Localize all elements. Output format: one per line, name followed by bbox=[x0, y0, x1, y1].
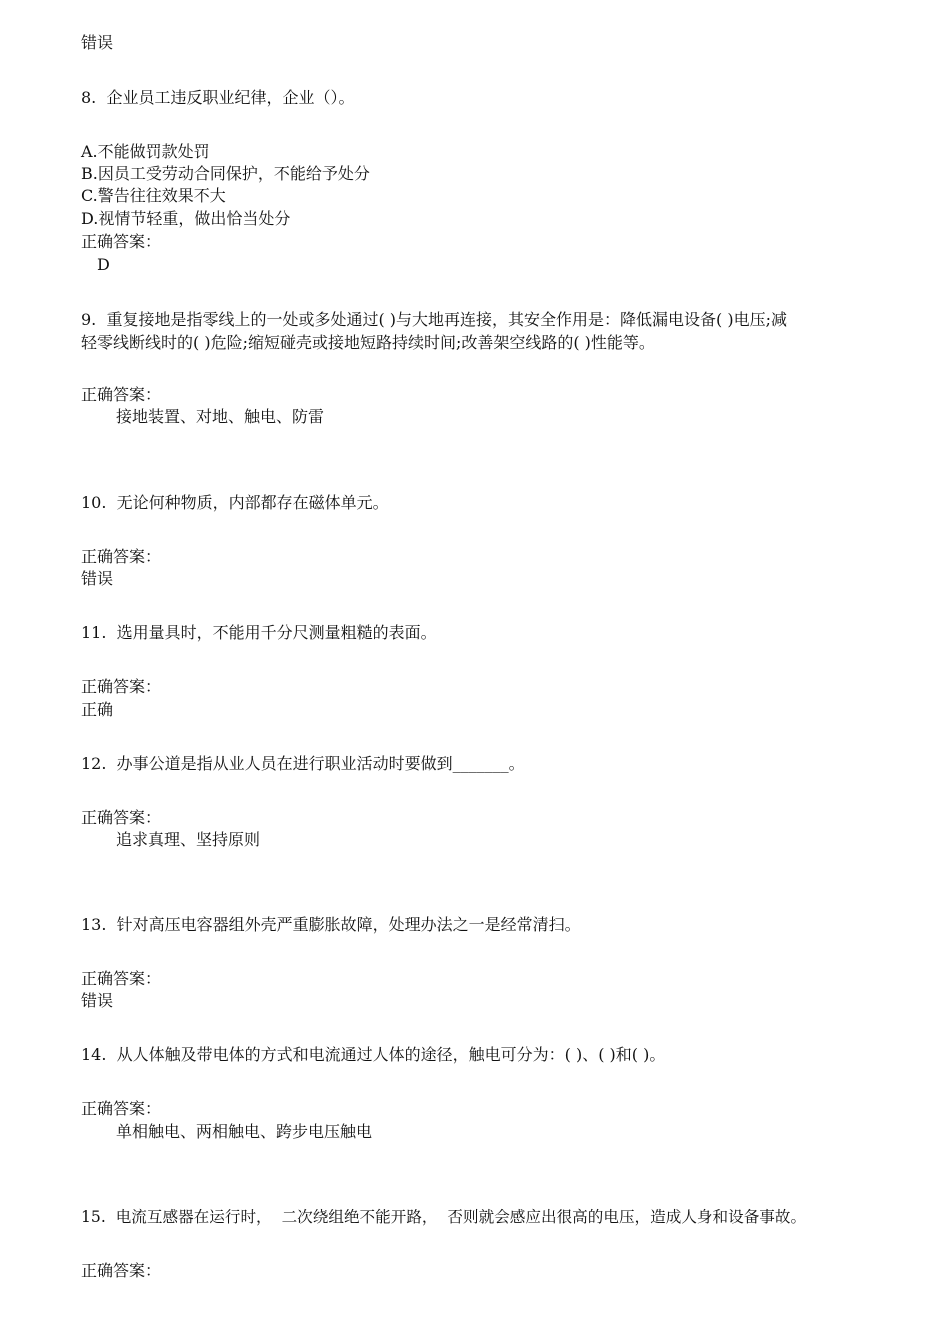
answer-label: 正确答案： bbox=[81, 677, 162, 696]
question-14: 14. 从人体触及带电体的方式和电流通过人体的途径，触电可分为：( )、( )和( )。 bbox=[81, 1045, 666, 1064]
question-9-line-1: 9. 重复接地是指零线上的一处或多处通过( )与大地再连接，其安全作用是：降低漏电设备( )电压;减 bbox=[81, 310, 787, 329]
answer-text: 错误 bbox=[81, 991, 114, 1010]
answer-text: 接地装置、对地、触电、防雷 bbox=[116, 407, 325, 426]
option-a: A.不能做罚款处罚 bbox=[81, 142, 210, 161]
answer-text: D bbox=[97, 255, 110, 274]
question-9-line-2: 轻零线断线时的( )危险;缩短碰壳或接地短路持续时间;改善架空线路的( )性能等。 bbox=[81, 333, 655, 352]
answer-label: 正确答案： bbox=[81, 547, 162, 566]
question-11: 11. 选用量具时，不能用千分尺测量粗糙的表面。 bbox=[81, 623, 437, 642]
option-b: B.因员工受劳动合同保护，不能给予处分 bbox=[81, 164, 370, 183]
answer-label: 正确答案： bbox=[81, 385, 162, 404]
answer-label: 正确答案： bbox=[81, 232, 162, 251]
answer-label: 正确答案： bbox=[81, 1099, 162, 1118]
question-8: 8. 企业员工违反职业纪律，企业（）。 bbox=[81, 88, 355, 107]
answer-text: 正确 bbox=[81, 700, 114, 719]
question-15: 15. 电流互感器在运行时， 二次绕组绝不能开路， 否则就会感应出很高的电压，造成人身和设备事故。 bbox=[81, 1208, 807, 1226]
answer-label: 正确答案： bbox=[81, 1261, 162, 1280]
question-10: 10. 无论何种物质，内部都存在磁体单元。 bbox=[81, 493, 389, 512]
answer-text: 追求真理、坚持原则 bbox=[116, 830, 261, 849]
option-d: D.视情节轻重，做出恰当处分 bbox=[81, 209, 291, 228]
option-c: C.警告往往效果不大 bbox=[81, 186, 226, 205]
answer-text: 错误 bbox=[81, 33, 114, 52]
question-12: 12. 办事公道是指从业人员在进行职业活动时要做到_______。 bbox=[81, 754, 525, 773]
answer-label: 正确答案： bbox=[81, 969, 162, 988]
question-13: 13. 针对高压电容器组外壳严重膨胀故障，处理办法之一是经常清扫。 bbox=[81, 915, 581, 934]
answer-label: 正确答案： bbox=[81, 808, 162, 827]
answer-text: 错误 bbox=[81, 569, 114, 588]
answer-text: 单相触电、两相触电、跨步电压触电 bbox=[116, 1122, 373, 1141]
